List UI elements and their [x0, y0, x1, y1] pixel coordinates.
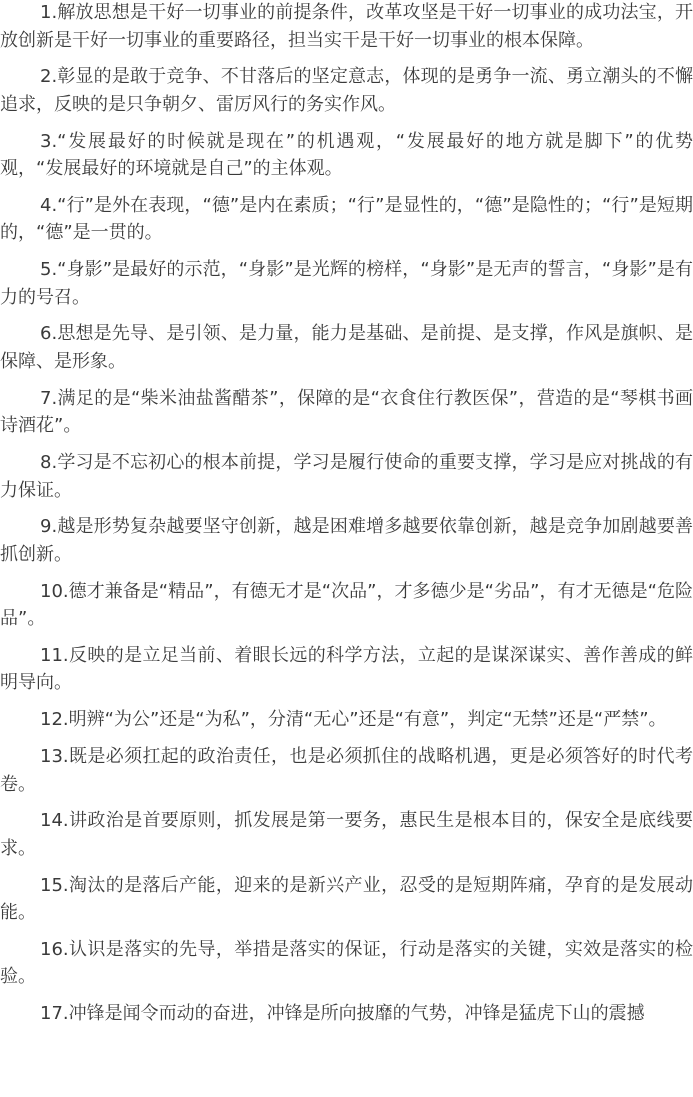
paragraph-5: 5.“身影”是最好的示范，“身影”是光辉的榜样，“身影”是无声的誓言，“身影”是有力的号召。	[0, 259, 693, 308]
paragraph-16: 16.认识是落实的先导，举措是落实的保证，行动是落实的关键，实效是落实的检验。	[0, 938, 693, 988]
paragraph-15: 15.淘汰的是落后产能，迎来的是新兴产业，忍受的是短期阵痛，孕育的是发展动能。	[0, 874, 693, 924]
paragraph-14: 14.讲政治是首要原则，抓发展是第一要务，惠民生是根本目的，保安全是底线要求。	[0, 810, 693, 859]
paragraph-17: 17.冲锋是闻令而动的奋进，冲锋是所向披靡的气势，冲锋是猛虎下山的震撼	[40, 1003, 645, 1025]
paragraph-4: 4.“行”是外在表现，“德”是内在素质；“行”是显性的，“德”是隐性的；“行”是短期的，“德”是一贯的。	[0, 194, 693, 244]
paragraph-2: 2.彰显的是敢于竞争、不甘落后的坚定意志，体现的是勇争一流、勇立潮头的不懈追求，反映的是只争朝夕、雷厉风行的务实作风。	[0, 66, 693, 115]
paragraph-11: 11.反映的是立足当前、着眼长远的科学方法，立起的是谋深谋实、善作善成的鲜明导向。	[0, 644, 693, 694]
paragraph-7: 7.满足的是“柴米油盐酱醋茶”，保障的是“衣食住行教医保”，营造的是“琴棋书画诗酒花”。	[0, 387, 693, 437]
paragraph-1: 1.解放思想是干好一切事业的前提条件，改革攻坚是干好一切事业的成功法宝，开放创新是干好一切事业的重要路径，担当实干是干好一切事业的根本保障。	[0, 2, 693, 51]
paragraph-12: 12.明辨“为公”还是“为私”，分清“无心”还是“有意”，判定“无禁”还是“严禁”。	[40, 709, 667, 731]
paragraph-9: 9.越是形势复杂越要坚守创新，越是困难增多越要依靠创新，越是竞争加剧越要善抓创新。	[0, 516, 693, 565]
paragraph-3: 3.“发展最好的时候就是现在”的机遇观，“发展最好的地方就是脚下”的优势观，“发展最好的环境就是自己”的主体观。	[0, 130, 693, 180]
paragraph-13: 13.既是必须扛起的政治责任，也是必须抓住的战略机遇，更是必须答好的时代考卷。	[0, 746, 693, 795]
paragraph-10: 10.德才兼备是“精品”，有德无才是“次品”，才多德少是“劣品”，有才无德是“危险品”。	[0, 580, 693, 630]
paragraph-8: 8.学习是不忘初心的根本前提，学习是履行使命的重要支撑，学习是应对挑战的有力保证。	[0, 452, 693, 501]
paragraph-6: 6.思想是先导、是引领、是力量，能力是基础、是前提、是支撑，作风是旗帜、是保障、是形象。	[0, 323, 693, 372]
